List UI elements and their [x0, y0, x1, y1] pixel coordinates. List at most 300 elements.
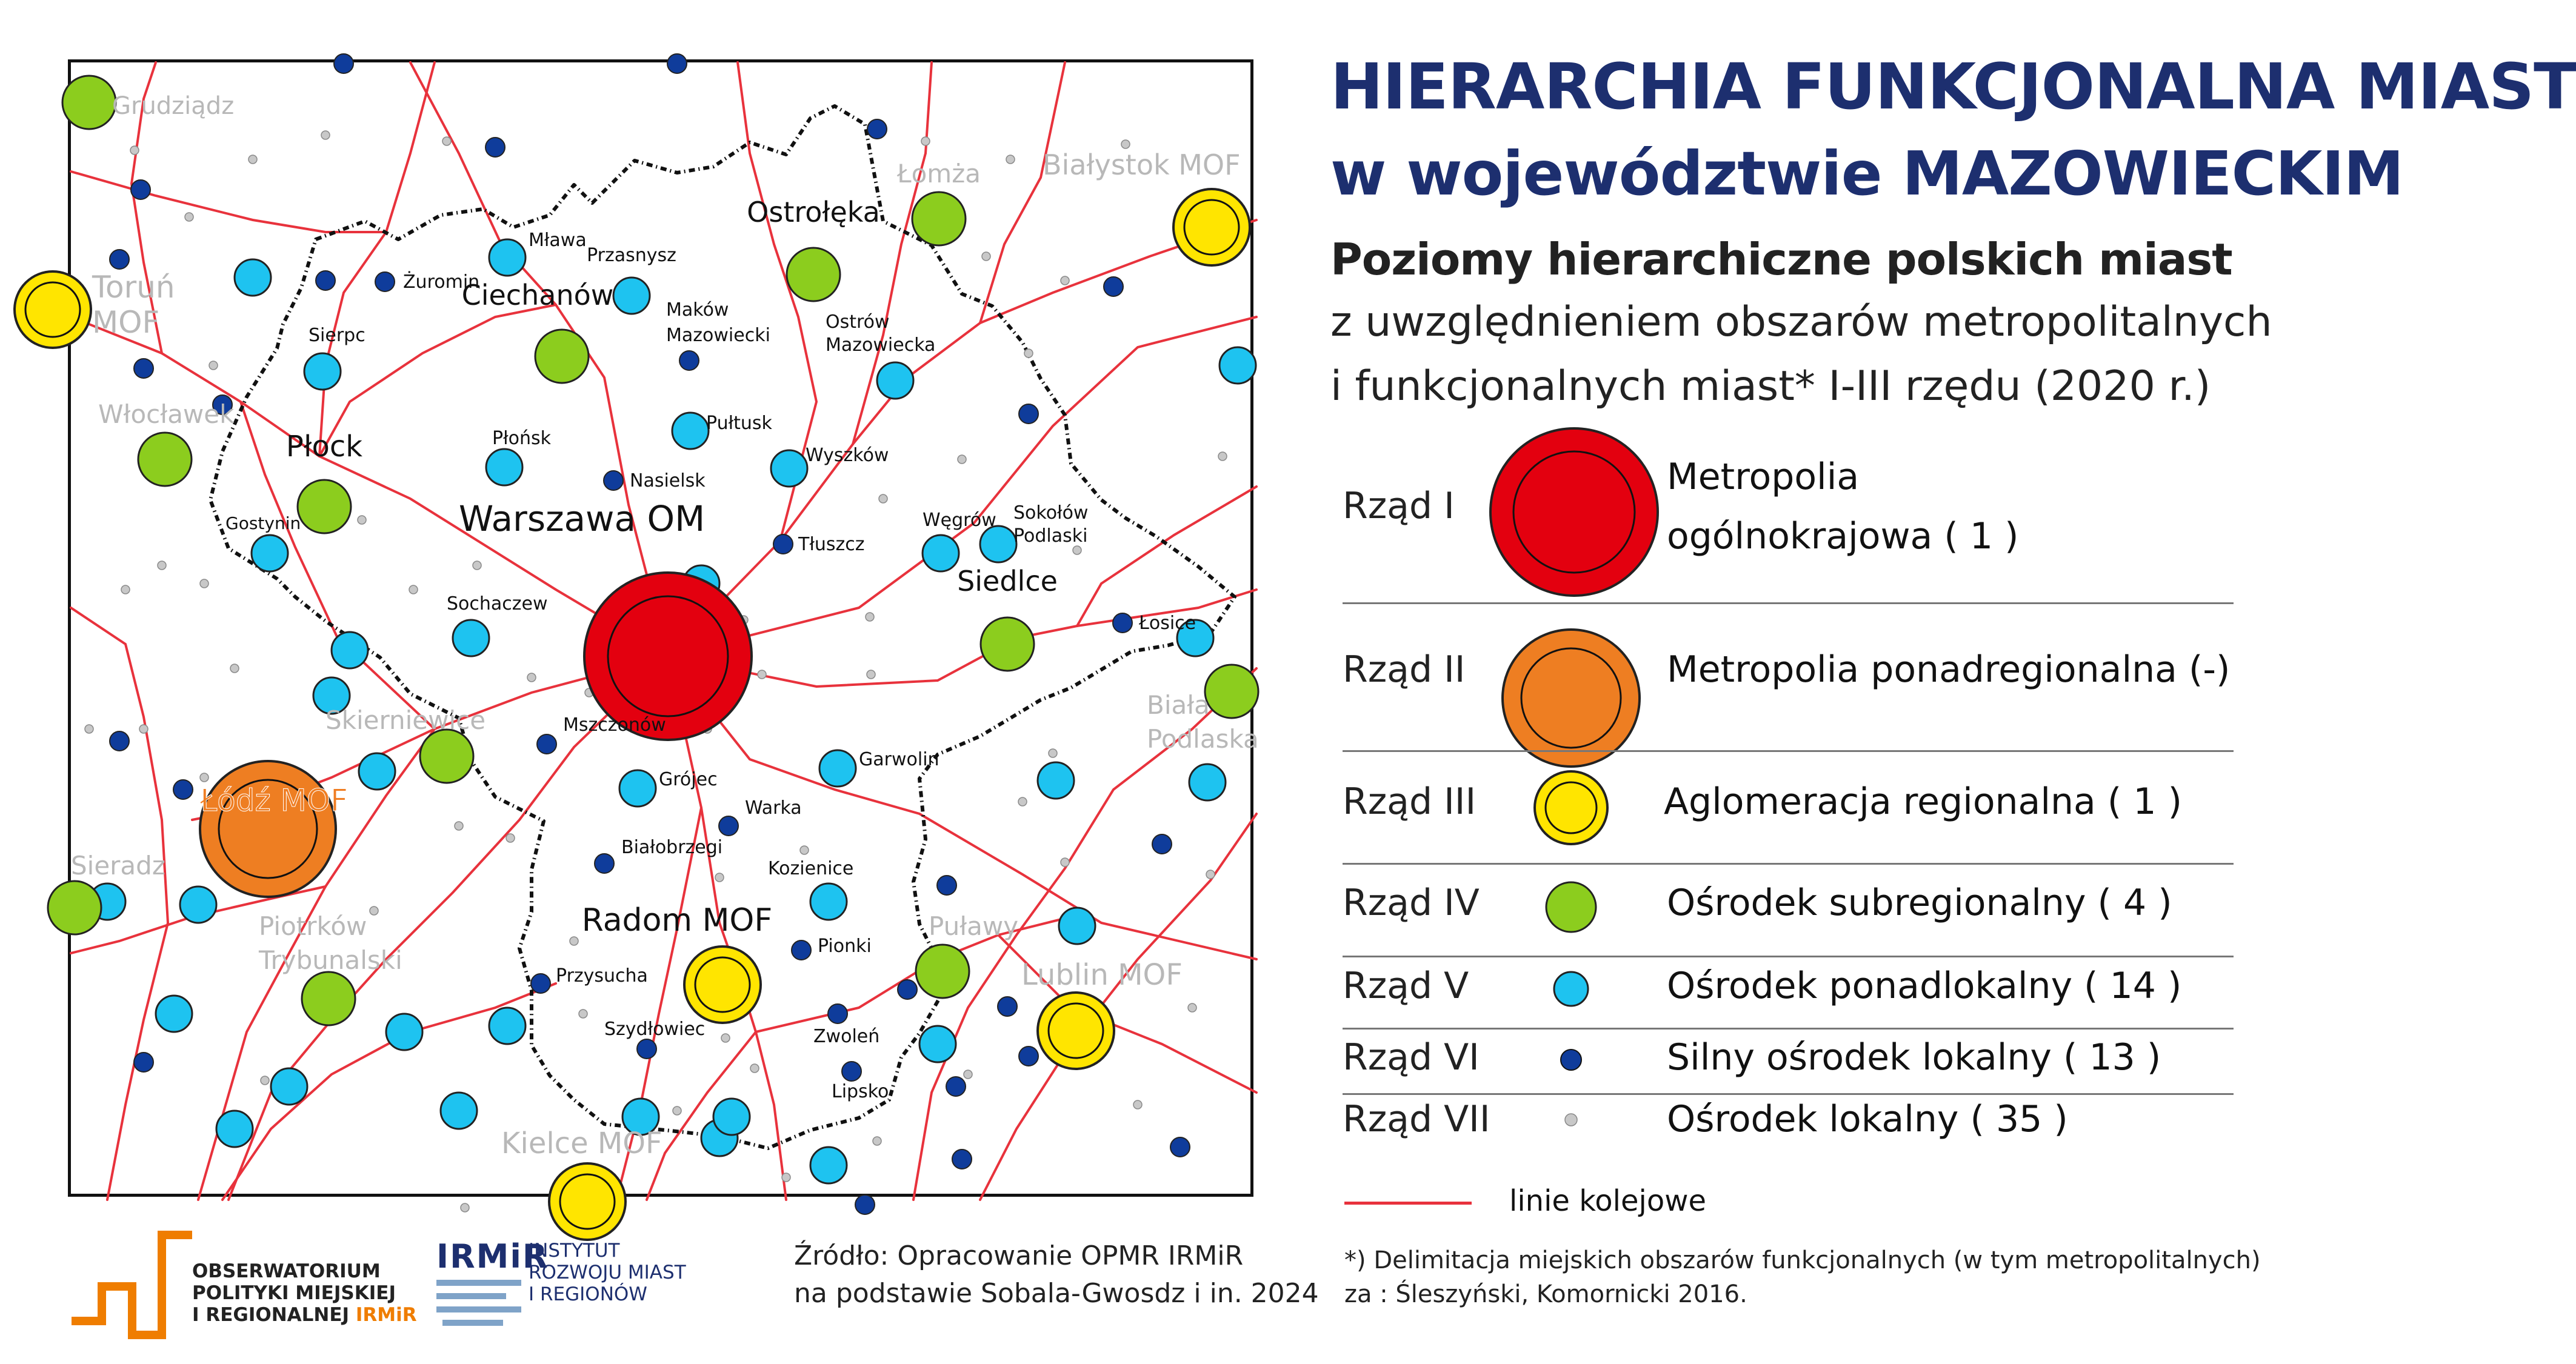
- legend-separator: [1343, 863, 2234, 865]
- irmir-logo: [436, 1237, 727, 1334]
- opmr-line3b: IRMiR: [355, 1304, 417, 1326]
- local-centre-dot: [200, 579, 209, 588]
- city-label: Sokołów: [1013, 502, 1089, 524]
- city-label: Ostrołęka: [747, 196, 880, 228]
- city-label: Nasielsk: [630, 470, 706, 491]
- city-label: Przysucha: [556, 965, 648, 986]
- local-centre-dot: [1206, 870, 1215, 879]
- local-centre-dot: [85, 725, 93, 733]
- supralocal-centre-dot: [180, 887, 216, 923]
- city-label: Warka: [745, 797, 802, 819]
- city-label: Pułtusk: [706, 413, 772, 434]
- legend-separator: [1343, 750, 2234, 752]
- city-label: Trybunalski: [259, 945, 402, 975]
- map-svg: [71, 62, 1259, 1200]
- city-label: Sierpc: [309, 325, 365, 346]
- city-label: Sochaczew: [447, 593, 548, 614]
- city-label: Wyszków: [806, 445, 889, 466]
- legend-separator: [1343, 1093, 2234, 1095]
- city-circle: [842, 1062, 861, 1081]
- city-label: Sieradz: [71, 851, 165, 880]
- strong-local-centre-dot: [1104, 277, 1123, 296]
- city-label: Szydłowiec: [604, 1019, 706, 1040]
- city-label: Mszczonów: [563, 714, 666, 736]
- local-centre-dot: [442, 137, 451, 145]
- city-marker: [252, 535, 288, 571]
- strong-local-centre-dot: [867, 119, 887, 139]
- legend-rail-label: linie kolejowe: [1509, 1184, 1707, 1218]
- city-label: Mława: [529, 230, 587, 251]
- city-marker: [773, 534, 793, 554]
- city-marker: [792, 940, 811, 960]
- city-marker: [923, 535, 959, 571]
- strong-local-centre-dot: [173, 780, 193, 799]
- local-centre-dot: [121, 585, 130, 594]
- city-label: Pionki: [818, 936, 872, 957]
- supralocal-centre-dot: [489, 1008, 526, 1044]
- irmir-logo-mark: [436, 1280, 521, 1328]
- city-marker: [1038, 993, 1114, 1069]
- city-circle: [916, 945, 969, 998]
- city-label: Grójec: [659, 769, 718, 790]
- local-centre-dot: [455, 822, 463, 830]
- city-label: Białystok MOF: [1043, 148, 1241, 181]
- city-label: Zwoleń: [813, 1026, 880, 1047]
- city-circle: [537, 734, 556, 754]
- legend-label-5: Ośrodek ponadlokalny ( 14 ): [1667, 965, 2182, 1007]
- city-circle: [619, 770, 656, 807]
- irmir-line3: I REGIONÓW: [529, 1283, 647, 1305]
- city-circle: [138, 433, 192, 486]
- city-circle: [1113, 613, 1132, 633]
- city-circle: [252, 535, 288, 571]
- legend-separator: [1343, 602, 2234, 604]
- legend-circle: [1490, 428, 1658, 596]
- strong-local-centre-dot: [1019, 1046, 1038, 1066]
- subtitle-bold: Poziomy hierarchiczne polskich miast: [1330, 234, 2232, 285]
- local-centre-dot: [249, 155, 257, 164]
- irmir-line1: INSTYTUT: [529, 1240, 620, 1262]
- strong-local-centre-dot: [316, 271, 335, 290]
- local-centre-dot: [579, 1010, 587, 1018]
- opmr-line3: [192, 1304, 417, 1326]
- city-marker: [916, 945, 969, 998]
- local-centre-dot: [982, 252, 990, 261]
- local-centre-dot: [230, 664, 239, 673]
- legend-label-1a: Metropolia: [1667, 456, 1860, 498]
- legend-label-6: Silny ośrodek lokalny ( 13 ): [1667, 1036, 2161, 1079]
- irmir-bar: [436, 1293, 506, 1299]
- legend-circle: [1503, 630, 1640, 767]
- local-centre-dot: [506, 834, 515, 842]
- city-marker: [1173, 189, 1250, 265]
- city-circle: [298, 480, 351, 533]
- city-circle: [48, 881, 101, 934]
- local-centre-dot: [873, 1137, 881, 1145]
- opmr-line1: OBSERWATORIUM: [192, 1260, 381, 1282]
- legend-label-1b: ogólnokrajowa ( 1 ): [1667, 515, 2019, 557]
- city-circle: [981, 617, 1034, 671]
- page-title-line2: w województwie MAZOWIECKIM: [1330, 138, 2404, 209]
- irmir-bar: [436, 1280, 521, 1286]
- legend-rank-7: Rząd VII: [1343, 1098, 1490, 1140]
- city-label: Włocławek: [98, 399, 235, 429]
- city-label: Podlaska: [1147, 724, 1259, 754]
- strong-local-centre-dot: [1170, 1137, 1190, 1157]
- local-centre-dot: [139, 725, 148, 733]
- local-centre-dot: [185, 213, 193, 221]
- city-label: Lublin MOF: [1021, 958, 1183, 992]
- legend-rank-5: Rząd V: [1343, 965, 1469, 1007]
- legend-rail-line: [1344, 1202, 1472, 1205]
- city-label: Gostynin: [225, 513, 301, 533]
- supralocal-centre-dot: [1220, 347, 1256, 384]
- strong-local-centre-dot: [667, 54, 687, 73]
- local-centre-dot: [715, 873, 724, 882]
- city-circle: [637, 1039, 656, 1059]
- supralocal-centre-dot: [1189, 764, 1226, 800]
- legend-rank-6: Rząd VI: [1343, 1036, 1480, 1079]
- footnote-line2: za : Śleszyński, Komornicki 2016.: [1344, 1280, 1747, 1308]
- city-marker: [719, 816, 738, 836]
- legend-rank-1: Rząd I: [1343, 485, 1455, 527]
- city-marker: [912, 192, 966, 245]
- city-marker: [619, 770, 656, 807]
- irmir-bar: [442, 1320, 503, 1326]
- local-centre-dot: [1049, 749, 1057, 757]
- local-centre-dot: [758, 670, 766, 679]
- city-circle: [375, 272, 395, 291]
- city-marker: [535, 330, 589, 383]
- city-marker: [637, 1039, 656, 1059]
- city-label: Przasnysz: [587, 245, 676, 266]
- legend-circle: [1554, 972, 1588, 1006]
- opmr-logo: [68, 1223, 417, 1344]
- city-label: Ostrów: [826, 311, 890, 333]
- city-marker: [819, 750, 856, 787]
- city-label: Skierniewice: [325, 705, 486, 735]
- subtitle-line2: z uwzględnieniem obszarów metropolitalnych: [1330, 298, 2272, 346]
- legend-symbol-level-3: [1532, 768, 1610, 847]
- city-marker: [1113, 613, 1132, 633]
- local-centre-dot: [921, 137, 930, 145]
- city-marker: [302, 972, 355, 1025]
- city-circle: [535, 330, 589, 383]
- city-label: Żuromin: [403, 271, 480, 293]
- legend-label-2: Metropolia ponadregionalna (-): [1667, 648, 2231, 691]
- city-circle: [771, 450, 807, 487]
- city-label: Maków: [666, 299, 729, 321]
- city-circle: [810, 883, 847, 920]
- strong-local-centre-dot: [946, 1077, 966, 1096]
- supralocal-centre-dot: [919, 1026, 956, 1062]
- local-centre-dot: [461, 1203, 469, 1212]
- city-marker: [672, 413, 709, 449]
- city-label: Łomża: [897, 159, 981, 188]
- supralocal-centre-dot: [441, 1093, 477, 1129]
- source-line2: na podstawie Sobala-Gwosdz i in. 2024: [794, 1277, 1319, 1309]
- supralocal-centre-dot: [156, 996, 192, 1032]
- strong-local-centre-dot: [110, 731, 129, 751]
- city-marker: [489, 239, 526, 276]
- legend-circle: [1561, 1050, 1581, 1070]
- local-centre-dot: [750, 1064, 759, 1073]
- city-circle: [595, 854, 614, 873]
- city-marker: [537, 734, 556, 754]
- local-centre-dot: [321, 131, 330, 139]
- local-centre-dot: [1218, 452, 1227, 461]
- legend-symbol-level-6: [1559, 1048, 1583, 1072]
- local-centre-dot: [570, 937, 578, 945]
- city-label: Mazowiecka: [826, 334, 936, 356]
- strong-local-centre-dot: [998, 997, 1017, 1016]
- supralocal-centre-dot: [271, 1068, 307, 1105]
- city-marker: [486, 449, 522, 485]
- city-circle: [604, 471, 623, 490]
- local-centre-dot: [1024, 349, 1033, 358]
- local-centre-dot: [1006, 155, 1015, 164]
- local-centre-dot: [1121, 140, 1130, 148]
- legend-rank-4: Rząd IV: [1343, 882, 1480, 924]
- supralocal-centre-dot: [1038, 762, 1074, 799]
- city-label: Płońsk: [492, 428, 551, 449]
- local-centre-dot: [370, 907, 378, 915]
- local-centre-dot: [200, 773, 209, 782]
- legend-label-4: Ośrodek subregionalny ( 4 ): [1667, 882, 2172, 924]
- supralocal-centre-dot: [235, 259, 271, 296]
- legend-symbol-level-2: [1498, 625, 1644, 771]
- city-label: Łódź MOF: [200, 783, 348, 818]
- city-circle: [672, 413, 709, 449]
- local-centre-dot: [473, 561, 481, 570]
- strong-local-centre-dot: [486, 138, 505, 157]
- legend-symbol-level-4: [1544, 880, 1598, 934]
- local-centre-dot: [158, 561, 166, 570]
- city-label: Biała: [1147, 690, 1210, 720]
- subtitle-line3: i funkcjonalnych miast* I-III rzędu (2020 r.): [1330, 362, 2211, 410]
- legend-circle: [1546, 882, 1596, 932]
- legend-separator: [1343, 956, 2234, 957]
- city-marker: [613, 278, 650, 314]
- city-label: Białobrzegi: [621, 837, 723, 858]
- city-marker: [981, 617, 1034, 671]
- opmr-logo-mark: [68, 1223, 189, 1344]
- city-marker: [828, 1004, 847, 1023]
- city-marker: [15, 271, 91, 348]
- city-label: Węgrów: [923, 510, 996, 531]
- local-centre-dot: [1061, 276, 1069, 285]
- city-marker: [298, 480, 351, 533]
- city-label: Piotrków: [259, 911, 367, 941]
- opmr-line2: POLITYKI MIEJSKIEJ: [192, 1282, 396, 1304]
- strong-local-centre-dot: [937, 876, 956, 895]
- local-centre-dot: [867, 670, 875, 679]
- supralocal-centre-dot: [1059, 908, 1095, 944]
- city-marker: [771, 450, 807, 487]
- supralocal-centre-dot: [713, 1099, 750, 1135]
- rail-line: [668, 590, 1256, 687]
- strong-local-centre-dot: [134, 1053, 153, 1072]
- legend-rank-3: Rząd III: [1343, 780, 1477, 823]
- city-label: Kozienice: [768, 858, 854, 879]
- city-circle: [877, 362, 913, 399]
- city-circle: [719, 816, 738, 836]
- city-marker: [877, 362, 913, 399]
- strong-local-centre-dot: [898, 980, 917, 999]
- local-centre-dot: [673, 1106, 681, 1115]
- city-circle: [200, 761, 336, 897]
- legend-symbol-level-5: [1552, 970, 1590, 1008]
- local-centre-dot: [209, 361, 218, 370]
- city-label: Toruń: [92, 270, 175, 305]
- legend-symbol-level-1: [1486, 424, 1662, 600]
- legend-separator: [1343, 1028, 2234, 1030]
- city-circle: [62, 76, 116, 129]
- city-marker: [375, 272, 395, 291]
- strong-local-centre-dot: [952, 1149, 972, 1169]
- city-circle: [912, 192, 966, 245]
- city-marker: [200, 761, 336, 897]
- city-circle: [531, 974, 550, 993]
- local-centre-dot: [1133, 1100, 1142, 1109]
- city-circle: [453, 620, 489, 656]
- local-centre-dot: [130, 146, 139, 155]
- city-marker: [787, 248, 840, 301]
- city-label: Siedlce: [957, 565, 1058, 597]
- city-label: Płock: [285, 430, 363, 464]
- rail-line: [71, 171, 386, 232]
- city-marker: [679, 351, 699, 370]
- city-circle: [420, 730, 473, 783]
- city-label: Radom MOF: [581, 902, 773, 939]
- local-centre-dot: [1188, 1003, 1196, 1012]
- opmr-logo-text: [192, 1260, 417, 1326]
- city-marker: [138, 433, 192, 486]
- legend-label-7: Ośrodek lokalny ( 35 ): [1667, 1098, 2068, 1140]
- city-label: Garwolin: [859, 749, 939, 770]
- city-label: Ciechanów: [461, 279, 614, 311]
- city-label: Grudziądz: [112, 92, 235, 120]
- city-marker: [62, 76, 116, 129]
- local-centre-dot: [866, 613, 874, 621]
- local-centre-dot: [1073, 546, 1081, 554]
- city-label: MOF: [92, 305, 160, 340]
- local-centre-dot: [879, 494, 887, 503]
- map-panel: [68, 59, 1259, 1197]
- local-centre-dot: [527, 673, 536, 682]
- irmir-abbr: IRMiR: [436, 1237, 549, 1276]
- city-label: Łosice: [1139, 613, 1196, 634]
- local-centre-dot: [1061, 858, 1069, 867]
- city-marker: [842, 1062, 861, 1081]
- rail-line: [980, 814, 1256, 1200]
- supralocal-centre-dot: [359, 753, 395, 790]
- legend-rank-2: Rząd II: [1343, 648, 1466, 691]
- city-circle: [304, 353, 341, 390]
- strong-local-centre-dot: [134, 359, 153, 378]
- city-circle: [486, 449, 522, 485]
- city-circle: [302, 972, 355, 1025]
- city-marker: [420, 730, 473, 783]
- supralocal-centre-dot: [386, 1014, 422, 1050]
- local-centre-dot: [782, 1173, 790, 1182]
- city-marker: [48, 881, 101, 934]
- city-marker: [531, 974, 550, 993]
- local-centre-dot: [409, 585, 418, 594]
- rail-line: [668, 317, 1256, 656]
- footnote: [1344, 1243, 2261, 1311]
- city-marker: [684, 946, 761, 1023]
- city-circle: [787, 248, 840, 301]
- local-centre-dot: [721, 1034, 730, 1042]
- opmr-logo-path: [72, 1235, 192, 1335]
- strong-local-centre-dot: [131, 180, 150, 199]
- footnote-line1: *) Delimitacja miejskich obszarów funkcjonalnych (w tym metropolitalnych): [1344, 1246, 2261, 1274]
- strong-local-centre-dot: [855, 1195, 875, 1214]
- legend-circle: [1565, 1114, 1577, 1126]
- city-label: Mazowiecki: [666, 325, 770, 346]
- supralocal-centre-dot: [810, 1147, 847, 1183]
- strong-local-centre-dot: [1019, 404, 1038, 424]
- city-marker: [453, 620, 489, 656]
- source-line1: Źródło: Opracowanie OPMR IRMiR: [794, 1240, 1244, 1271]
- page-title: HIERARCHIA FUNKCJONALNA MIAST: [1330, 50, 2576, 124]
- city-marker: [810, 883, 847, 920]
- cities-layer: [15, 54, 1258, 1240]
- city-circle: [489, 239, 526, 276]
- city-circle: [923, 535, 959, 571]
- city-marker: [549, 1163, 626, 1240]
- strong-local-centre-dot: [110, 250, 129, 269]
- source: [794, 1237, 1319, 1312]
- irmir-logo-text: [529, 1240, 686, 1305]
- irmir-bar: [436, 1306, 521, 1312]
- city-circle: [819, 750, 856, 787]
- city-marker: [980, 526, 1016, 562]
- city-circle: [828, 1004, 847, 1023]
- opmr-line3a: I REGIONALNEJ: [192, 1304, 356, 1326]
- legend-label-3: Aglomeracja regionalna ( 1 ): [1664, 780, 2182, 823]
- supralocal-centre-dot: [332, 632, 368, 668]
- local-centre-dot: [800, 846, 809, 854]
- city-label: Kielce MOF: [501, 1126, 662, 1160]
- city-circle: [679, 351, 699, 370]
- city-label: Tłuszcz: [798, 534, 865, 555]
- city-circle: [980, 526, 1016, 562]
- supralocal-centre-dot: [216, 1111, 253, 1147]
- city-circle: [773, 534, 793, 554]
- rail-line: [980, 62, 1065, 323]
- strong-local-centre-dot: [334, 54, 353, 73]
- legend-symbol-level-7: [1564, 1113, 1578, 1127]
- city-marker: [595, 854, 614, 873]
- city-marker: [304, 353, 341, 390]
- local-centre-dot: [358, 516, 366, 524]
- city-label: Warszawa OM: [458, 498, 706, 539]
- city-label: Podlaski: [1013, 525, 1088, 547]
- rail-line: [319, 62, 435, 456]
- city-circle: [792, 940, 811, 960]
- local-centre-dot: [261, 1076, 269, 1085]
- local-centre-dot: [958, 455, 966, 464]
- strong-local-centre-dot: [1152, 834, 1172, 854]
- city-label: Puławy: [929, 911, 1019, 941]
- city-circle: [613, 278, 650, 314]
- city-label: Lipsko: [832, 1081, 889, 1102]
- irmir-line2: ROZWOJU MIAST: [529, 1262, 686, 1283]
- local-centre-dot: [964, 1070, 972, 1079]
- city-circle: [1205, 665, 1258, 718]
